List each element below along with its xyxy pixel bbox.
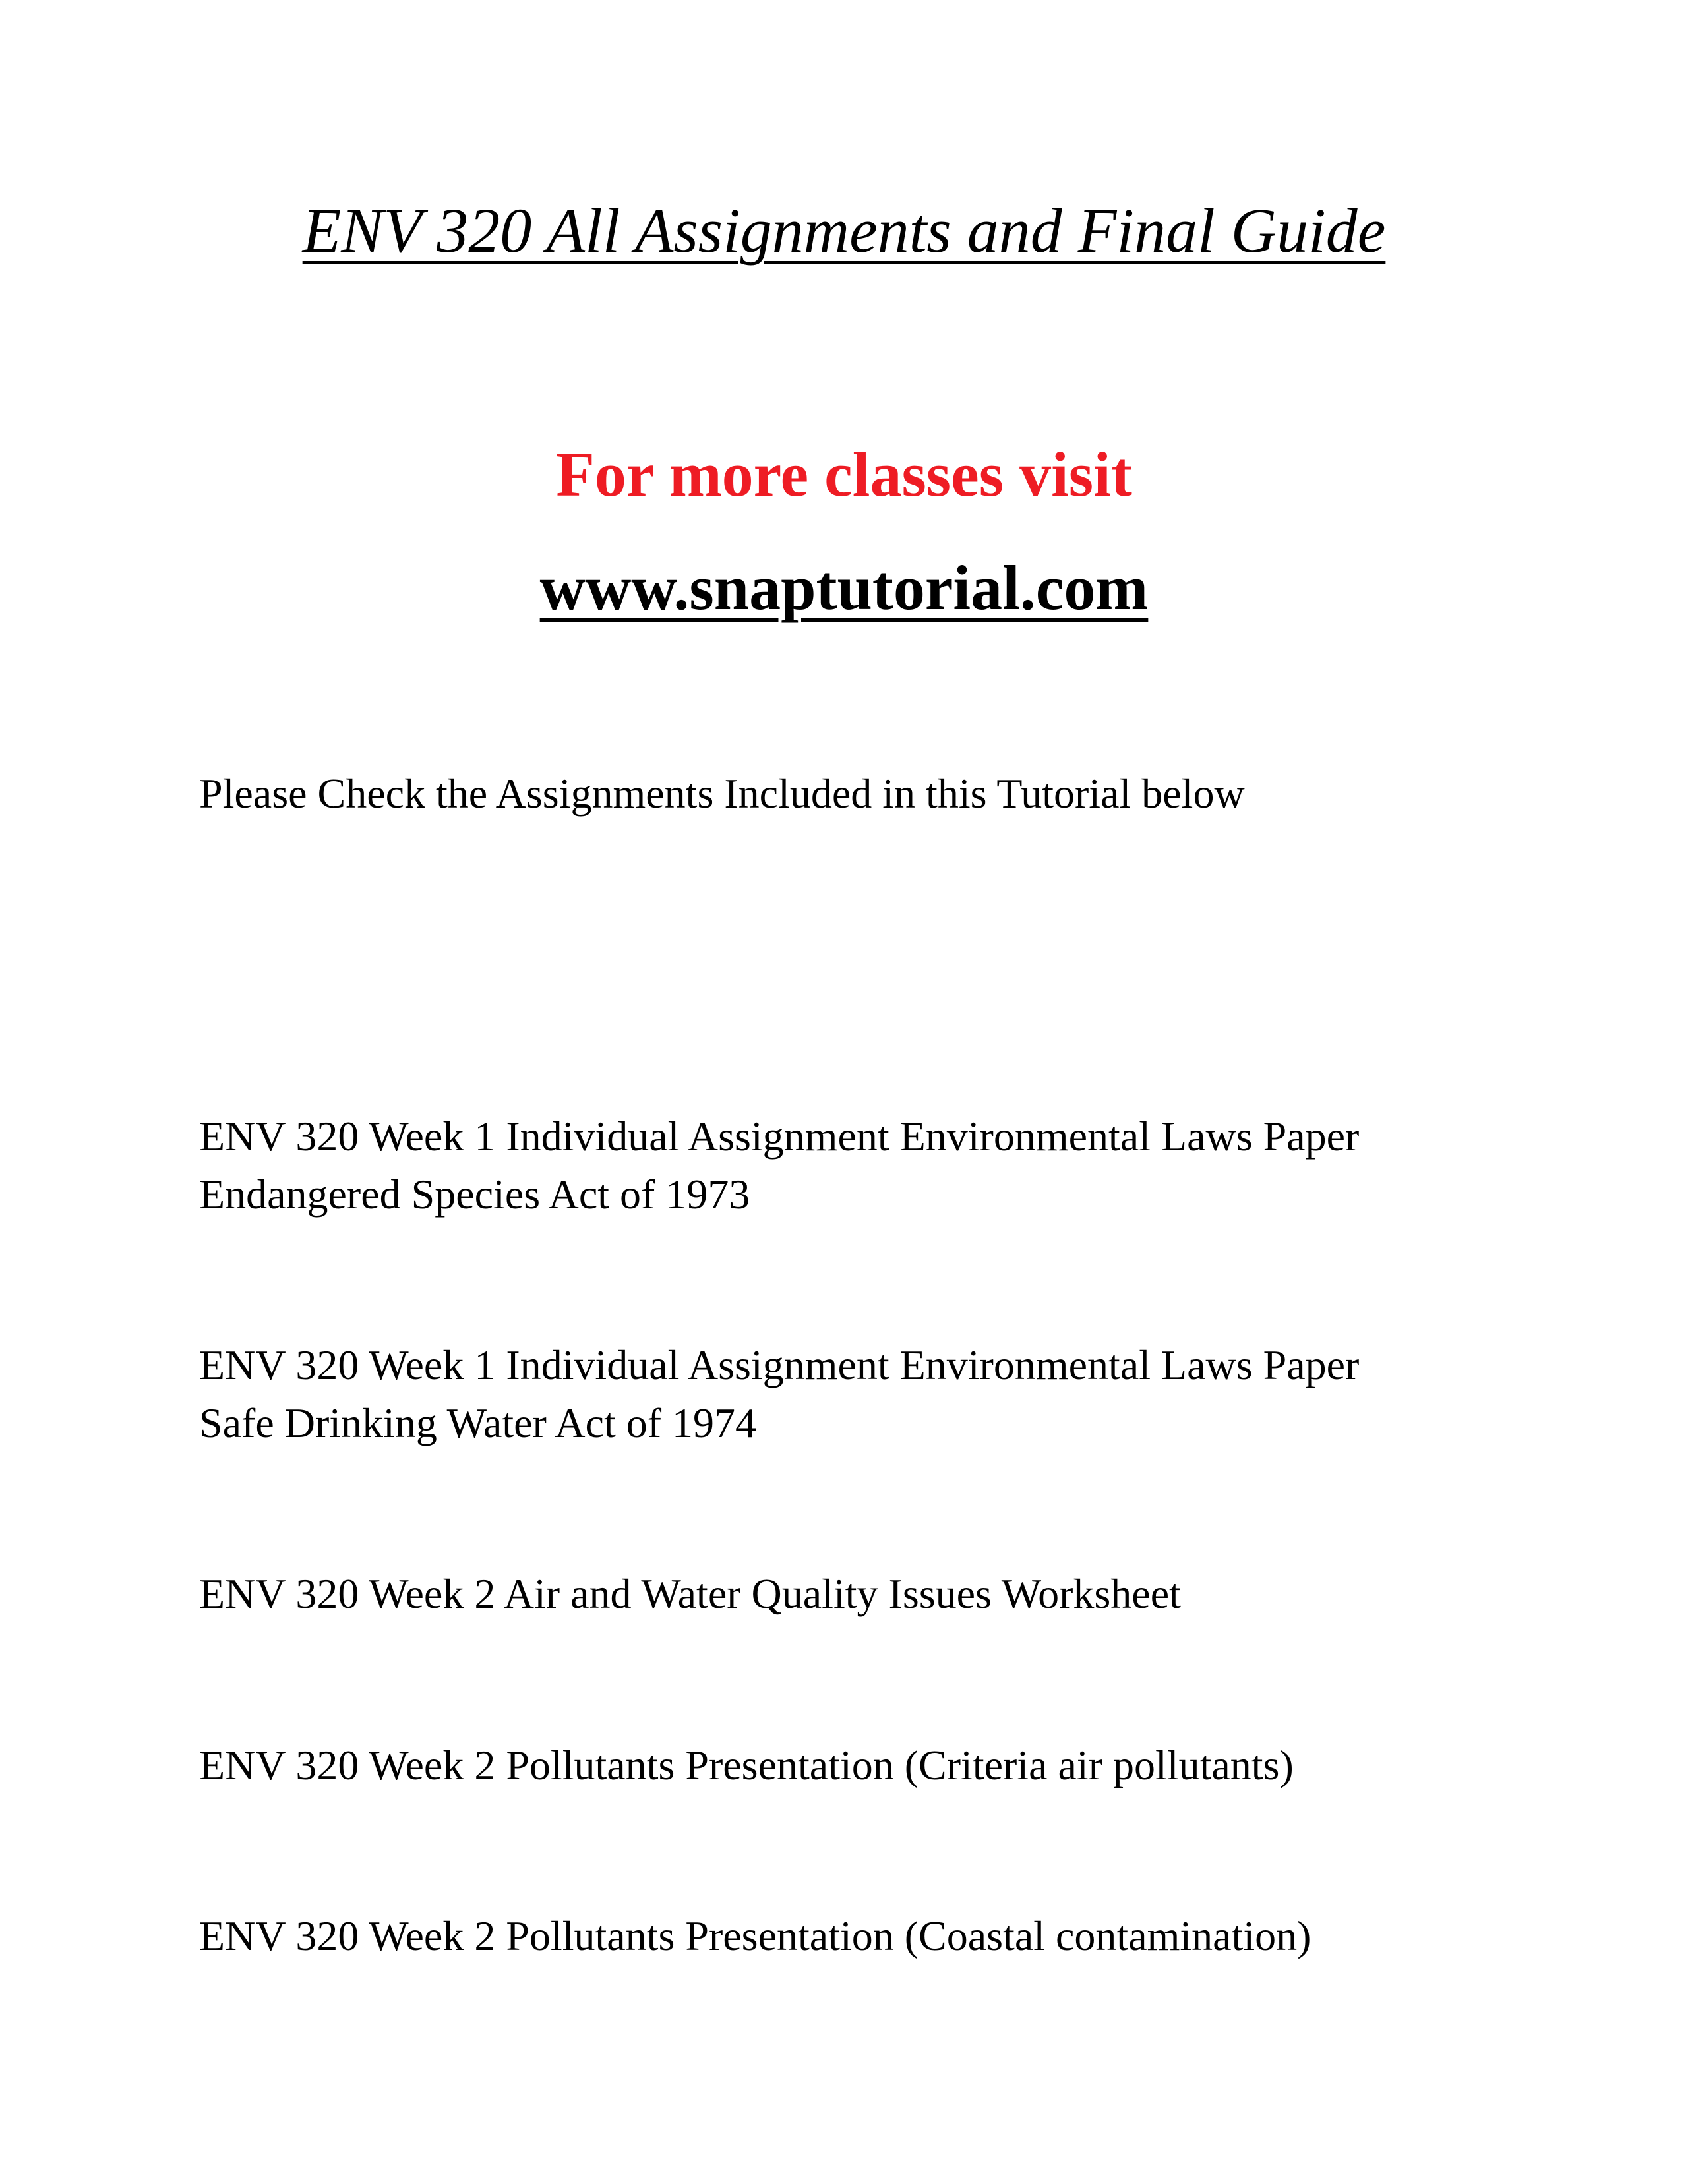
assignment-item-line: ENV 320 Week 2 Pollutants Presentation (Criteria air pollutants) [199,1742,1294,1788]
promo-text: For more classes visit [556,439,1132,510]
assignment-item [199,1107,1359,1224]
assignment-item-line: ENV 320 Week 2 Pollutants Presentation (Coastal contamination) [199,1912,1311,1959]
assignment-item [199,1565,1181,1623]
intro-text: Please Check the Assignments Included in this Tutorial below [199,770,1245,817]
assignment-item-line: ENV 320 Week 2 Air and Water Quality Issues Worksheet [199,1570,1181,1617]
assignment-item [199,1336,1359,1452]
assignment-item-line: ENV 320 Week 1 Individual Assignment Environmental Laws Paper [199,1113,1360,1160]
document-title: ENV 320 All Assignments and Final Guide [302,195,1386,266]
assignment-item-line: ENV 320 Week 1 Individual Assignment Environmental Laws Paper [199,1342,1360,1388]
website-link[interactable]: www.snaptutorial.com [539,552,1149,623]
assignment-item [199,1736,1294,1794]
assignment-item [199,1907,1311,1965]
assignment-item-line: Endangered Species Act of 1973 [199,1171,750,1218]
assignment-item-line: Safe Drinking Water Act of 1974 [199,1400,757,1446]
